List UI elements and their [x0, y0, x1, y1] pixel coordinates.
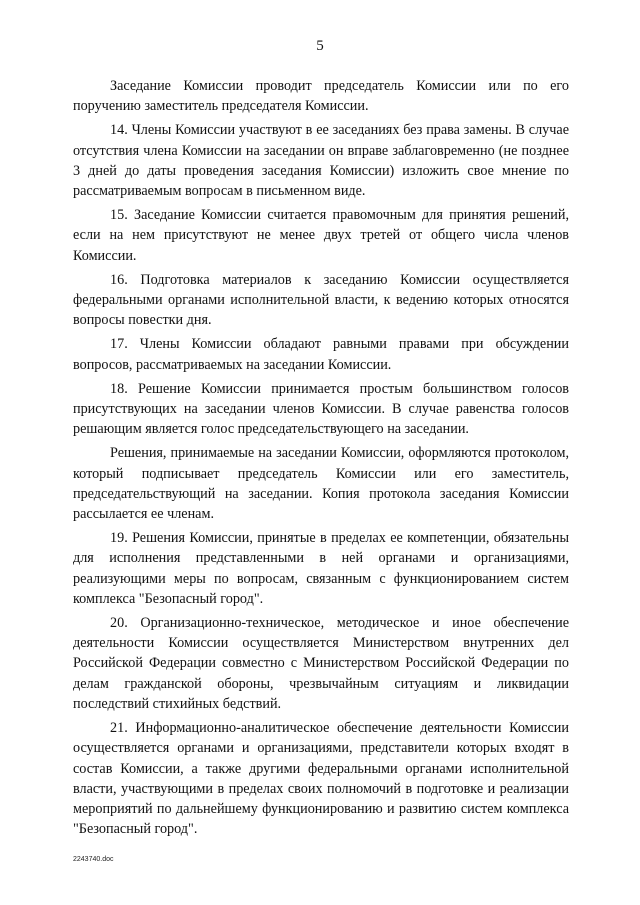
- document-body: [73, 76, 569, 843]
- paragraph-15: 15. Заседание Комиссии считается правомочным для принятия решений, если на нем присутствуют не менее двух третей от общего числа членов Комиссии.: [73, 207, 569, 264]
- paragraph-14: 14. Члены Комиссии участвуют в ее заседаниях без права замены. В случае отсутствия члена Комиссии на заседании он вправе заблаговременно (не позднее 3 дней до даты проведения заседания Комиссии) изложить свое мнение по рассматриваемым вопросам в письменном виде.: [73, 122, 569, 200]
- paragraph-16: 16. Подготовка материалов к заседанию Комиссии осуществляется федеральными органами исполнительной власти, к ведению которых относятся вопросы повестки дня.: [73, 271, 569, 329]
- paragraph-decisions-protocol: Решения, принимаемые на заседании Комиссии, оформляются протоколом, который подписывает председатель Комиссии или его заместитель, председательствующий на заседании. Копия протокола заседания Комиссии рассылается ее членам.: [73, 445, 569, 523]
- paragraph-20: 20. Организационно-техническое, методическое и иное обеспечение деятельности Комиссии осуществляется Министерством внутренних дел Российской Федерации совместно с Министерством Российской Федерации по делам гражданской обороны, чрезвычайным ситуациям и ликвидации последствий стихийных бедствий.: [73, 615, 569, 712]
- paragraph-21: 21. Информационно-аналитическое обеспечение деятельности Комиссии осуществляется органами и организациями, представители которых входят в состав Комиссии, а также другими федеральными органами исполнительной власти, участвующими в пределах своих полномочий в подготовке и реализации мероприятий по дальнейшему функционированию и развитию систем комплекса "Безопасный город".: [73, 720, 569, 838]
- paragraph-chairman: Заседание Комиссии проводит председатель Комиссии или по его поручению заместитель председателя Комиссии.: [73, 78, 569, 115]
- paragraph-19: 19. Решения Комиссии, принятые в пределах ее компетенции, обязательны для исполнения представленными в ней органами и организациями, реализующими меры по вопросам, связанным с функционированием систем комплекса "Безопасный город".: [73, 530, 569, 607]
- paragraph-18: 18. Решение Комиссии принимается простым большинством голосов присутствующих на заседании членов Комиссии. В случае равенства голосов решающим является голос председательствующего на заседании.: [73, 380, 569, 438]
- paragraph-17: 17. Члены Комиссии обладают равными правами при обсуждении вопросов, рассматриваемых на заседании Комиссии.: [73, 336, 569, 373]
- document-file-code: 2243740.doc: [73, 856, 114, 863]
- page-number: 5: [316, 38, 324, 54]
